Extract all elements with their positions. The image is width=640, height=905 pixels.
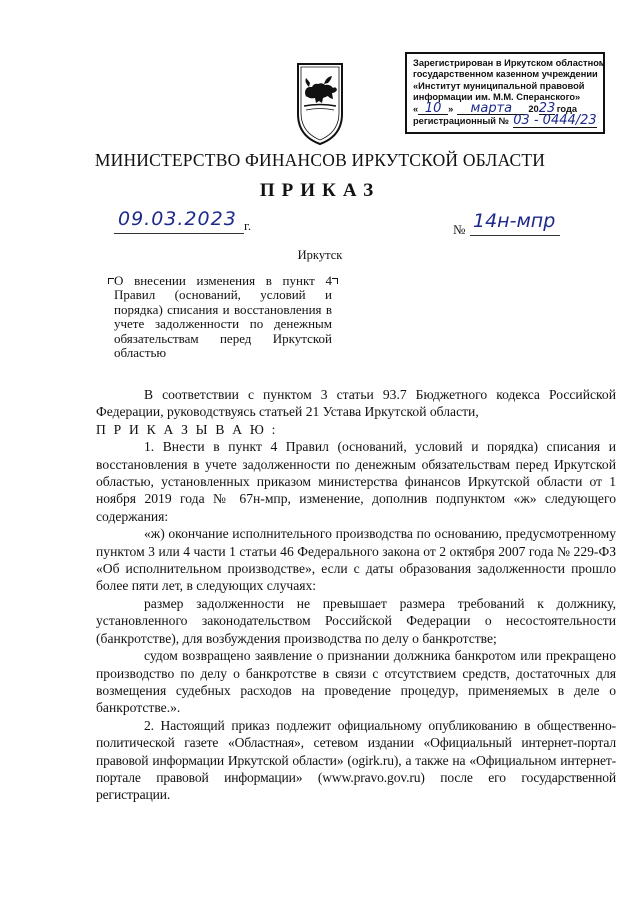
corner-mark-left xyxy=(108,278,114,284)
body-paragraph-preamble: В соответствии с пунктом 3 статьи 93.7 Бюджетного кодекса Российской Федерации, руководствуясь статьей 21 Устава Иркутской области, xyxy=(96,387,616,420)
body-paragraph-case-1: размер задолженности не превышает размера требований к должнику, установленного законодательством Российской Федерации о несостоятельности (банкротстве), для возбуждения производства по делу о банкротстве; xyxy=(96,595,616,646)
stamp-reg-label: регистрационный № xyxy=(413,116,509,127)
stamp-line-1: Зарегистрирован в Иркутском областном xyxy=(413,58,606,68)
stamp-month: марта xyxy=(457,103,525,115)
stamp-quote-open: « xyxy=(413,104,419,115)
ministry-title: МИНИСТЕРСТВО ФИНАНСОВ ИРКУТСКОЙ ОБЛАСТИ xyxy=(94,150,546,170)
stamp-quote-close: » xyxy=(448,104,454,115)
order-number-sign: № xyxy=(453,222,466,237)
stamp-line-4: информации им. М.М. Сперанского» xyxy=(413,91,581,102)
stamp-day: 10 xyxy=(418,103,448,115)
number-underline xyxy=(470,235,560,236)
stamp-year-word: года xyxy=(556,104,578,115)
body-paragraph-case-2: судом возвращено заявление о признании должника банкротом или прекращено производство по делу о банкротстве в связи с отсутствием средств, достаточных для возмещения судебных расходов на проведение процедур, применяемых в деле о банкротстве.». xyxy=(96,648,616,716)
order-number: 14н-мпр xyxy=(473,210,556,232)
subject-block xyxy=(114,274,332,360)
corner-mark-right xyxy=(332,278,338,284)
stamp-reg-number: 03 - 0444/23 xyxy=(513,113,597,129)
stamp-year-suffix: 23 xyxy=(538,101,556,117)
body-paragraph-zh: «ж) окончание исполнительного производства по основанию, предусмотренному пунктом 3 или 4 части 1 статьи 46 Федерального закона от 2 октября 2007 года № 229-ФЗ «Об исполнительном производстве», если с даты образования задолженности прошло более пяти лет, в следующих случаях: xyxy=(96,526,616,594)
stamp-reg-row xyxy=(413,115,597,127)
body-paragraph-1: 1. Внести в пункт 4 Правил (оснований, условий и порядка) списания и восстановления в учете задолженности по денежным обязательствам перед Иркутской областью, установленных приказом министерства финансов Иркутской области от 1 ноября 2019 года № 67н-мпр, изменение, дополнив подпунктом «ж» следующего содержания: xyxy=(96,439,616,524)
irkutsk-coat-of-arms-icon xyxy=(296,62,344,146)
registration-stamp xyxy=(405,52,605,134)
city: Иркутск xyxy=(297,248,343,262)
stamp-line-3: «Институт муниципальной правовой xyxy=(413,80,585,91)
body-paragraph-2: 2. Настоящий приказ подлежит официальному опубликованию в общественно-политической газете «Областная», сетевом издании «Официальный интернет-портал правовой информации Иркутской области» (ogirk.ru), а также на «Официальном интернет-портале правовой информации» (www.pravo.gov.ru) после его государственной регистрации. xyxy=(96,717,616,803)
subject-text: О внесении изменения в пункт 4 Правил (оснований, условий и порядка) списания и восстановления в учете задолженности по денежным обязательствам перед Иркутской областью xyxy=(114,273,332,361)
body-prikazyvayu: П Р И К А З Ы В А Ю : xyxy=(96,421,278,437)
document-body xyxy=(96,386,616,804)
date-underline xyxy=(114,233,244,234)
order-date: 09.03.2023 xyxy=(118,208,237,230)
order-date-suffix: г. xyxy=(244,218,252,233)
stamp-year-prefix: 20 xyxy=(528,104,539,115)
document-type: ПРИКАЗ xyxy=(259,180,381,201)
stamp-line-2: государственном казенном учреждении xyxy=(413,69,598,80)
